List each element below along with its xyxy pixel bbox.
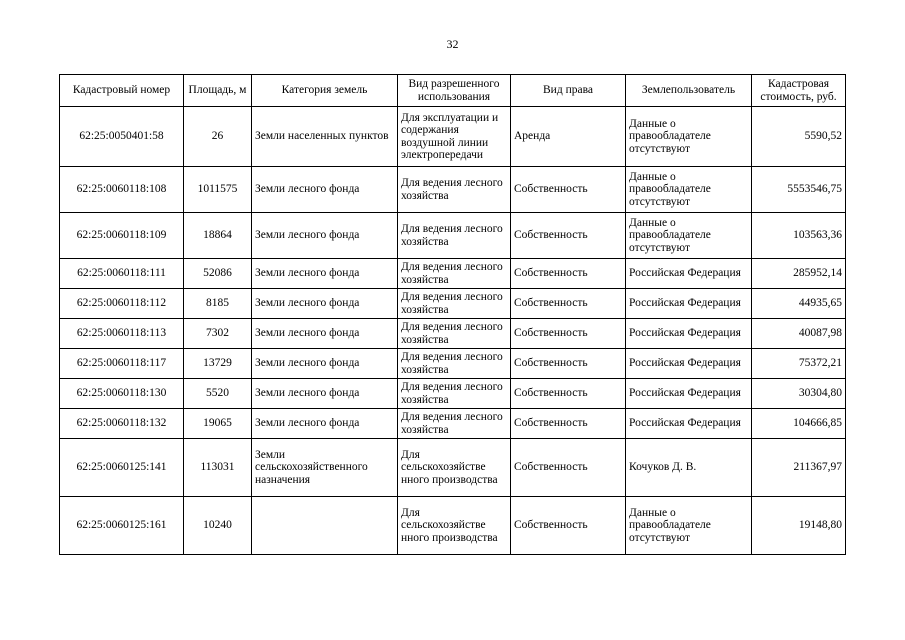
header-cadastral-value: Кадастровая стоимость, руб. <box>752 75 846 107</box>
cell-cadastral-number: 62:25:0060118:109 <box>60 213 184 259</box>
table-row <box>60 349 846 379</box>
cell-right-type: Собственность <box>511 213 626 259</box>
cell-land-user: Российская Федерация <box>626 349 752 379</box>
cell-land-user: Российская Федерация <box>626 319 752 349</box>
cell-area: 10240 <box>184 497 252 555</box>
cell-permitted-use: Для ведения лесного хозяйства <box>398 167 511 213</box>
cell-land-category <box>252 497 398 555</box>
cell-permitted-use: Для ведения лесного хозяйства <box>398 349 511 379</box>
cell-cadastral-number: 62:25:0060118:132 <box>60 409 184 439</box>
table-header-row <box>60 75 846 107</box>
cell-land-category: Земли лесного фонда <box>252 167 398 213</box>
cell-permitted-use: Для сельскохозяйстве нного производства <box>398 439 511 497</box>
cell-land-category: Земли лесного фонда <box>252 319 398 349</box>
cell-area: 13729 <box>184 349 252 379</box>
cell-permitted-use: Для ведения лесного хозяйства <box>398 259 511 289</box>
cell-land-category: Земли сельскохозяйственного назначения <box>252 439 398 497</box>
cell-cadastral-number: 62:25:0060125:161 <box>60 497 184 555</box>
table-row <box>60 497 846 555</box>
cell-cadastral-number: 62:25:0060118:113 <box>60 319 184 349</box>
cell-permitted-use: Для ведения лесного хозяйства <box>398 213 511 259</box>
cell-area: 19065 <box>184 409 252 439</box>
cell-land-user: Данные о правообладателе отсутствуют <box>626 497 752 555</box>
cell-land-category: Земли лесного фонда <box>252 409 398 439</box>
header-right-type: Вид права <box>511 75 626 107</box>
cell-right-type: Собственность <box>511 167 626 213</box>
cell-land-user: Российская Федерация <box>626 409 752 439</box>
cell-cadastral-value: 104666,85 <box>752 409 846 439</box>
table-row <box>60 167 846 213</box>
header-permitted-use: Вид разрешенного использования <box>398 75 511 107</box>
header-area: Площадь, м <box>184 75 252 107</box>
cell-land-category: Земли лесного фонда <box>252 213 398 259</box>
cell-right-type: Собственность <box>511 319 626 349</box>
cell-permitted-use: Для ведения лесного хозяйства <box>398 289 511 319</box>
cell-cadastral-value: 19148,80 <box>752 497 846 555</box>
table-row <box>60 289 846 319</box>
cell-land-user: Российская Федерация <box>626 289 752 319</box>
cell-cadastral-value: 44935,65 <box>752 289 846 319</box>
cell-area: 52086 <box>184 259 252 289</box>
cell-cadastral-value: 75372,21 <box>752 349 846 379</box>
cell-land-user: Российская Федерация <box>626 259 752 289</box>
cell-cadastral-number: 62:25:0060118:108 <box>60 167 184 213</box>
cell-right-type: Собственность <box>511 379 626 409</box>
header-land-category: Категория земель <box>252 75 398 107</box>
header-land-user: Землепользователь <box>626 75 752 107</box>
cell-area: 113031 <box>184 439 252 497</box>
cell-land-user: Кочуков Д. В. <box>626 439 752 497</box>
cell-area: 26 <box>184 107 252 167</box>
cell-land-category: Земли лесного фонда <box>252 289 398 319</box>
table-row <box>60 213 846 259</box>
cell-land-category: Земли лесного фонда <box>252 349 398 379</box>
cell-right-type: Собственность <box>511 497 626 555</box>
cell-area: 1011575 <box>184 167 252 213</box>
table-row <box>60 439 846 497</box>
cell-cadastral-number: 62:25:0060125:141 <box>60 439 184 497</box>
cell-land-category: Земли лесного фонда <box>252 379 398 409</box>
table-row <box>60 379 846 409</box>
cell-cadastral-number: 62:25:0060118:112 <box>60 289 184 319</box>
cell-land-category: Земли населенных пунктов <box>252 107 398 167</box>
cell-cadastral-value: 103563,36 <box>752 213 846 259</box>
cell-land-user: Российская Федерация <box>626 379 752 409</box>
cell-right-type: Собственность <box>511 439 626 497</box>
cell-cadastral-number: 62:25:0060118:130 <box>60 379 184 409</box>
cell-land-category: Земли лесного фонда <box>252 259 398 289</box>
table-row <box>60 409 846 439</box>
cell-land-user: Данные о правообладателе отсутствуют <box>626 167 752 213</box>
cell-land-user: Данные о правообладателе отсутствуют <box>626 107 752 167</box>
header-cadastral-number: Кадастровый номер <box>60 75 184 107</box>
cell-permitted-use: Для ведения лесного хозяйства <box>398 379 511 409</box>
cell-cadastral-value: 30304,80 <box>752 379 846 409</box>
cell-cadastral-value: 285952,14 <box>752 259 846 289</box>
cell-right-type: Собственность <box>511 259 626 289</box>
cell-cadastral-value: 40087,98 <box>752 319 846 349</box>
cell-right-type: Собственность <box>511 349 626 379</box>
cell-cadastral-value: 211367,97 <box>752 439 846 497</box>
cell-permitted-use: Для сельскохозяйстве нного производства <box>398 497 511 555</box>
cell-right-type: Собственность <box>511 409 626 439</box>
table-row <box>60 259 846 289</box>
page-number: 32 <box>446 37 459 51</box>
cell-cadastral-value: 5553546,75 <box>752 167 846 213</box>
cell-permitted-use: Для ведения лесного хозяйства <box>398 409 511 439</box>
cell-cadastral-number: 62:25:0050401:58 <box>60 107 184 167</box>
cell-permitted-use: Для ведения лесного хозяйства <box>398 319 511 349</box>
cell-cadastral-value: 5590,52 <box>752 107 846 167</box>
cell-area: 8185 <box>184 289 252 319</box>
cell-permitted-use: Для эксплуатации и содержания воздушной линии электропередачи <box>398 107 511 167</box>
cell-right-type: Собственность <box>511 289 626 319</box>
cell-right-type: Аренда <box>511 107 626 167</box>
cell-cadastral-number: 62:25:0060118:111 <box>60 259 184 289</box>
cell-cadastral-number: 62:25:0060118:117 <box>60 349 184 379</box>
table-row <box>60 319 846 349</box>
cadastral-table <box>59 74 846 555</box>
cell-land-user: Данные о правообладателе отсутствуют <box>626 213 752 259</box>
cell-area: 7302 <box>184 319 252 349</box>
cell-area: 5520 <box>184 379 252 409</box>
table-row <box>60 107 846 167</box>
cell-area: 18864 <box>184 213 252 259</box>
